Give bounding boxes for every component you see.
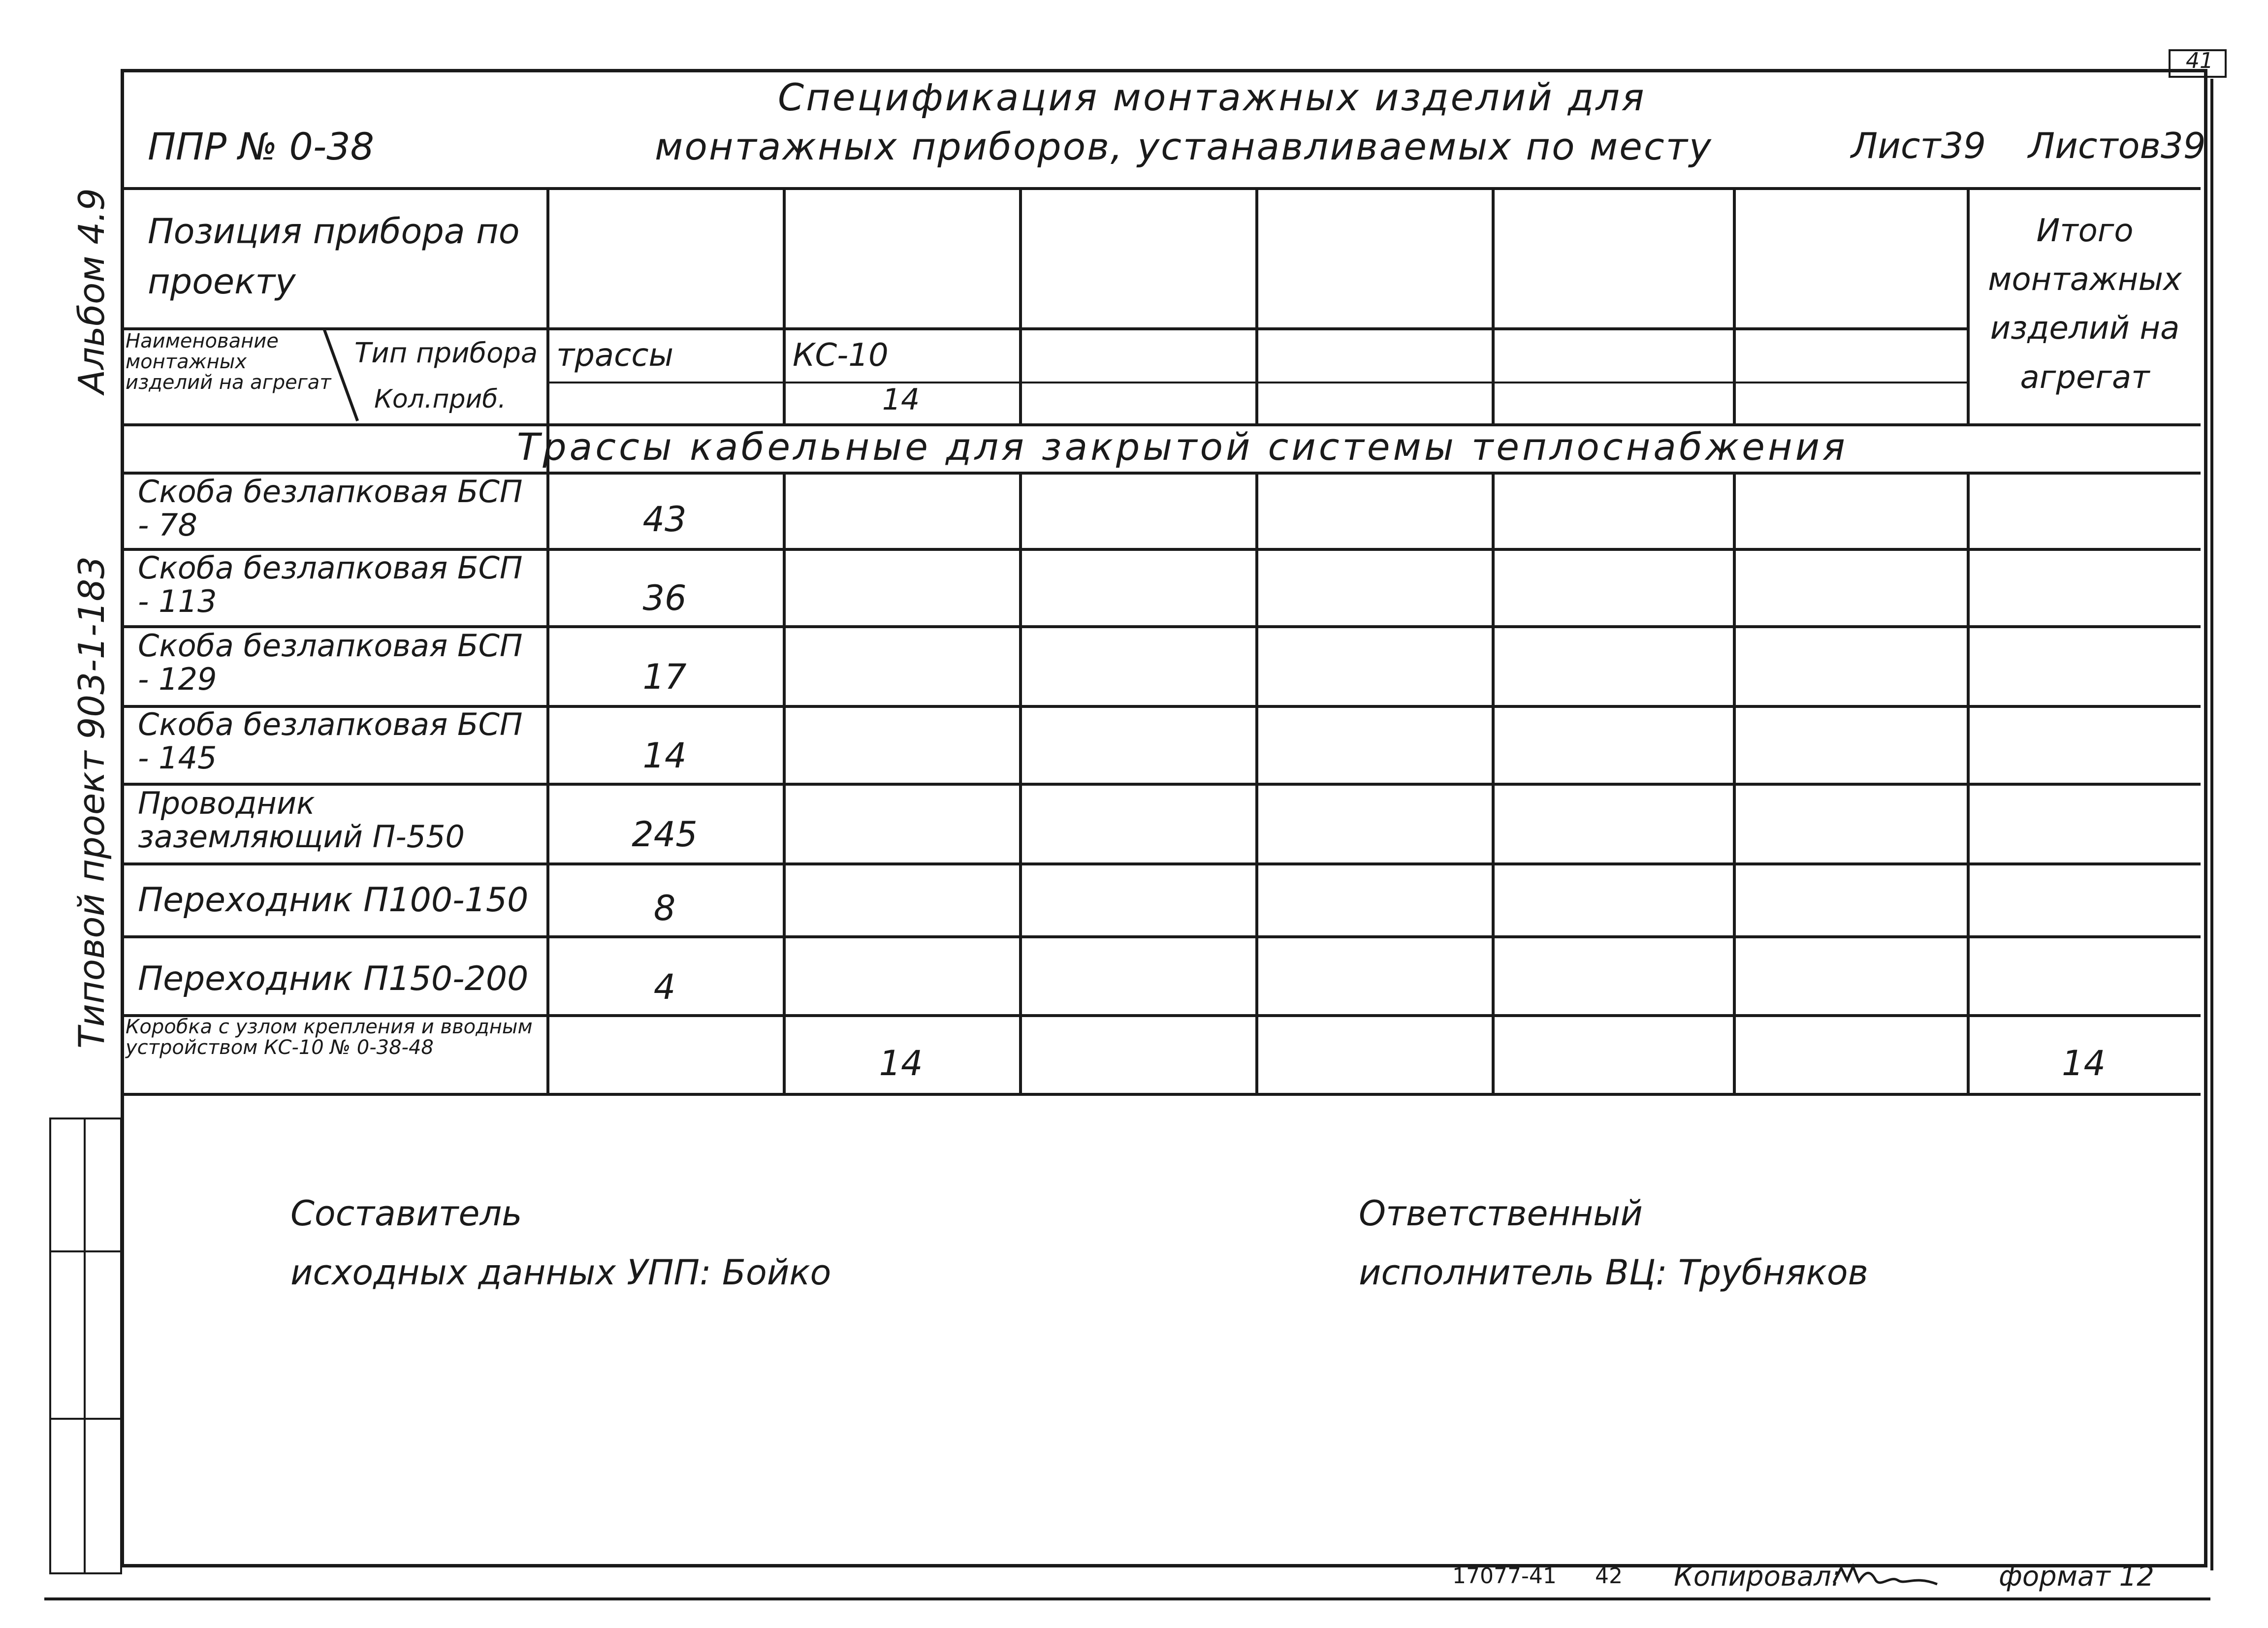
section-title: Трассы кабельные для закрытой системы теплоснабжения	[517, 425, 1848, 469]
row-name: Коробка с узлом крепления и вводным устройством КС-10 № 0-38-48	[126, 1016, 533, 1059]
col-divider-3	[1255, 187, 1258, 423]
row-value: 14	[642, 735, 687, 776]
device-type-top	[121, 327, 1967, 330]
row-value: 245	[632, 814, 698, 855]
row-line-5	[121, 862, 2201, 865]
position-label	[148, 207, 532, 307]
table-row	[138, 881, 532, 920]
responsible-line2: исполнитель ВЦ: Трубняков	[1359, 1252, 1868, 1293]
table-bottom-line	[121, 1093, 2201, 1096]
ppr-number: ППР № 0-38	[148, 125, 374, 168]
total-header: Итого монтажных изделий на агрегат	[1988, 213, 2182, 396]
device-type-label: Тип прибора	[354, 337, 538, 369]
col-divider-1b	[783, 472, 786, 1093]
sheet-number: Лист39	[1851, 125, 1986, 166]
row-name: Переходник П100-150	[138, 881, 529, 920]
spec-title-line1: Спецификация монтажных изделий для	[778, 75, 1646, 119]
col-divider-2b	[1019, 472, 1022, 1093]
table-row	[138, 551, 532, 618]
table-row	[138, 708, 532, 775]
col-divider-5b	[1733, 472, 1736, 1093]
row-value: 8	[653, 888, 676, 928]
compiler-line2: исходных данных УПП: Бойко	[290, 1252, 831, 1293]
row-name: Скоба безлапковая БСП - 113	[138, 550, 523, 620]
corner-number: 41	[2186, 48, 2213, 73]
table-top-line	[121, 187, 2201, 190]
row-name: Переходник П150-200	[138, 959, 529, 998]
col-divider-4b	[1492, 472, 1495, 1093]
col2-device-type: КС-10	[793, 337, 889, 374]
col-divider-6b	[1967, 472, 1970, 1093]
table-row	[138, 959, 532, 998]
spec-title-line2: монтажных приборов, устанавливаемых по месту	[655, 125, 1713, 168]
table-row	[138, 475, 532, 542]
row-value: 14	[879, 1043, 923, 1084]
table-row	[138, 629, 532, 696]
table-row	[126, 1017, 544, 1058]
position-label-text: Позиция прибора по проекту	[148, 211, 520, 302]
compiler-line1: Составитель	[290, 1193, 522, 1234]
row-name: Скоба безлапковая БСП - 129	[138, 628, 523, 698]
project-label: Типовой проект 903-1-183	[71, 556, 112, 1049]
col-divider-4	[1492, 187, 1495, 423]
row-name: Скоба безлапковая БСП - 78	[138, 474, 523, 543]
copier-signature	[1831, 1561, 1940, 1595]
row-value: 4	[653, 967, 676, 1007]
col-divider-3b	[1255, 472, 1258, 1093]
album-label: Альбом 4.9	[71, 188, 112, 394]
footer-copied: Копировал:	[1674, 1561, 1841, 1593]
stamp-divider	[84, 1117, 86, 1573]
col-divider-0	[546, 187, 549, 1093]
col2-device-count: 14	[882, 383, 920, 417]
bottom-edge-line	[44, 1597, 2210, 1600]
col1-device-type: трассы	[556, 337, 674, 374]
row-total: 14	[2061, 1043, 2106, 1084]
right-edge-line	[2210, 79, 2213, 1570]
row-name: Проводник заземляющий П-550	[138, 785, 465, 855]
names-label: Наименование монтажных изделий на агрегат	[126, 330, 331, 394]
responsible-line1: Ответственный	[1359, 1193, 1643, 1234]
row-line-4	[121, 783, 2201, 786]
row-name: Скоба безлапковая БСП - 145	[138, 706, 523, 776]
table-row	[138, 787, 532, 854]
row-value: 36	[642, 578, 687, 618]
signature-scribble	[1831, 1561, 1940, 1590]
row-value: 17	[642, 657, 687, 697]
footer-format: формат 12	[1999, 1561, 2154, 1593]
footer-page: 42	[1595, 1564, 1623, 1589]
footer-code: 17077-41	[1452, 1564, 1557, 1589]
sheets-total: Листов39	[2028, 125, 2206, 166]
col-divider-2	[1019, 187, 1022, 423]
device-count-label: Кол.приб.	[374, 384, 506, 414]
col-divider-5	[1733, 187, 1736, 423]
row-value: 43	[642, 499, 687, 540]
stamp-box	[49, 1117, 122, 1574]
row-line-6	[121, 935, 2201, 938]
